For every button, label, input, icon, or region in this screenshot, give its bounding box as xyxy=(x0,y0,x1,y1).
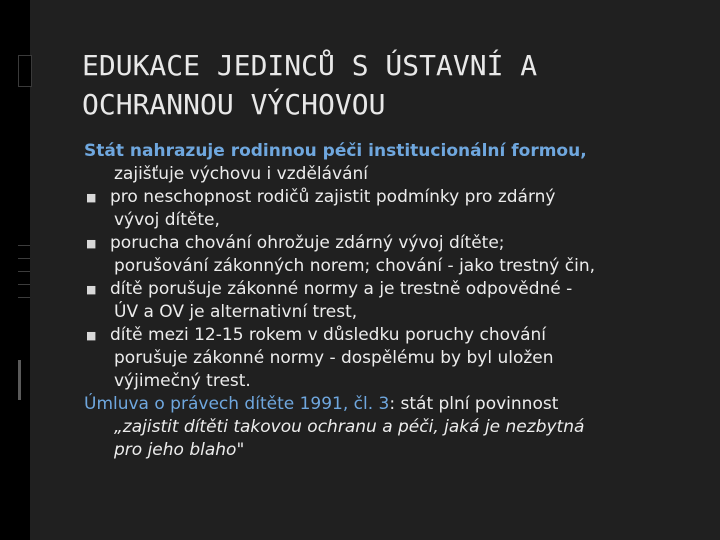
bullet-line: dítě porušuje zákonné normy a je trestně odpovědné - xyxy=(110,279,573,299)
intro-paragraph xyxy=(84,140,684,186)
convention-quote-line: „zajistit dítěti takovou ochranu a péči, jaká je nezbytná xyxy=(114,417,585,437)
slide-title-line: EDUKACE JEDINCŮ S ÚSTAVNÍ A xyxy=(82,49,538,82)
decorative-tick xyxy=(18,271,30,272)
bullet-line: vývoj dítěte, xyxy=(114,210,220,230)
convention-quote-line: pro jeho blaho" xyxy=(114,440,245,460)
decorative-block xyxy=(18,55,32,87)
convention-link[interactable]: Úmluva o právech dítěte 1991, čl. 3 xyxy=(84,394,390,414)
slide-title xyxy=(82,46,682,124)
convention-text: : stát plní povinnost xyxy=(389,394,559,414)
decorative-tick xyxy=(18,245,30,246)
bullet-item xyxy=(84,232,684,278)
bullet-item xyxy=(84,278,684,324)
bullet-item xyxy=(84,186,684,232)
square-bullet-icon: ■ xyxy=(86,329,97,342)
decorative-tick xyxy=(18,297,30,298)
bullet-text xyxy=(110,324,684,393)
bullet-line: porušuje zákonné normy - dospělému by byl uložen xyxy=(114,348,554,368)
bullet-line: porucha chování ohrožuje zdárný vývoj dítěte; xyxy=(110,233,505,253)
intro-line: zajišťuje výchovu i vzdělávání xyxy=(114,164,369,184)
bullet-item xyxy=(84,324,684,393)
bullet-text xyxy=(110,186,684,232)
bullet-line: pro neschopnost rodičů zajistit podmínky pro zdárný xyxy=(110,187,556,207)
bullet-line: výjimečný trest. xyxy=(114,371,251,391)
slide-title-line: OCHRANNOU VÝCHOVOU xyxy=(82,88,386,121)
bullet-line: porušování zákonných norem; chování - jako trestný čin, xyxy=(114,256,596,276)
square-bullet-icon: ■ xyxy=(86,237,97,250)
bullet-line: dítě mezi 12-15 rokem v důsledku poruchy chování xyxy=(110,325,546,345)
square-bullet-icon: ■ xyxy=(86,191,97,204)
square-bullet-icon: ■ xyxy=(86,283,97,296)
intro-line: Stát nahrazuje rodinnou péči institucionální formou, xyxy=(84,141,587,161)
decorative-bar xyxy=(18,360,21,400)
convention-paragraph xyxy=(84,393,684,462)
decorative-tick xyxy=(18,284,30,285)
bullet-line: ÚV a OV je alternativní trest, xyxy=(114,302,358,322)
bullet-text xyxy=(110,278,684,324)
slide-body xyxy=(84,140,684,462)
decorative-tick xyxy=(18,258,30,259)
bullet-text xyxy=(110,232,684,278)
